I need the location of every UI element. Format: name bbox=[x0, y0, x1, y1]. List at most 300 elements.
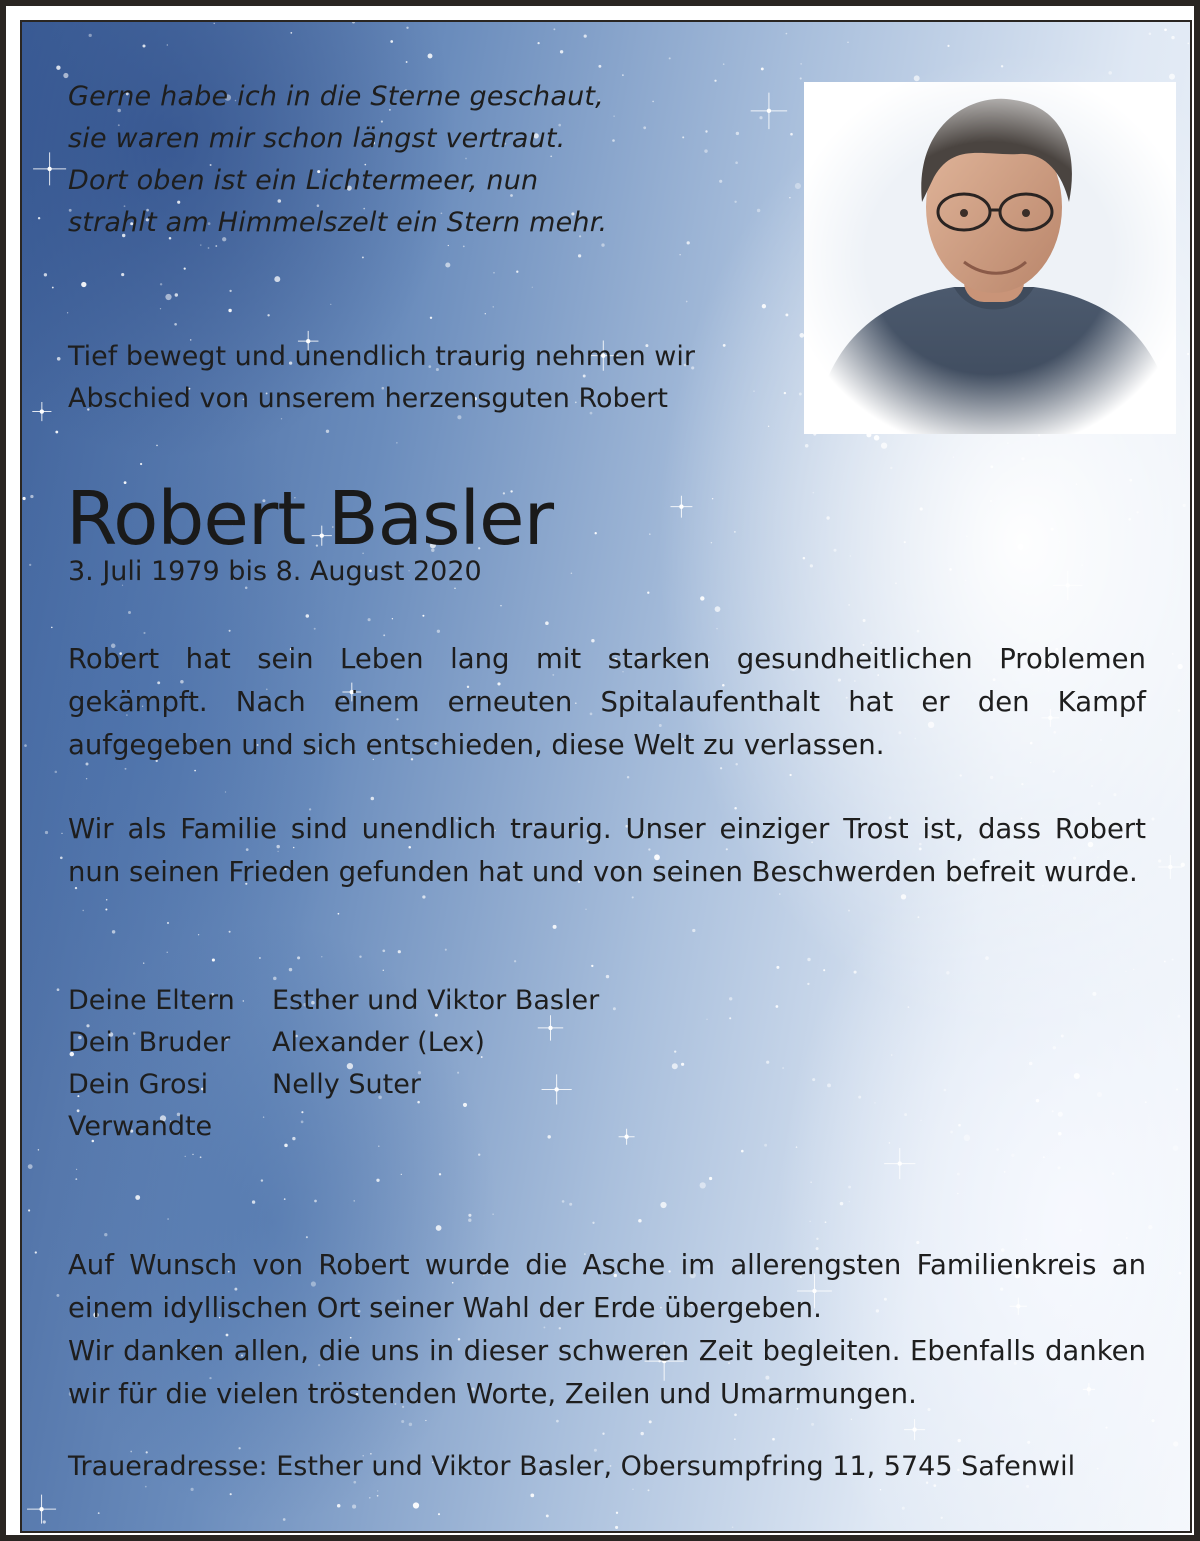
star-dot bbox=[390, 40, 393, 43]
star-dot bbox=[914, 75, 920, 81]
star-dot bbox=[946, 971, 949, 974]
star-dot bbox=[1029, 1062, 1033, 1066]
star-dot bbox=[38, 1149, 39, 1150]
star-dot bbox=[800, 63, 801, 64]
star-dot bbox=[283, 1518, 286, 1521]
star-dot bbox=[1004, 1171, 1006, 1173]
star-dot bbox=[530, 1494, 534, 1498]
star-dot bbox=[284, 1198, 286, 1200]
star-dot bbox=[425, 1420, 426, 1421]
poem bbox=[68, 76, 788, 244]
star-dot bbox=[56, 1294, 59, 1297]
star-dot bbox=[1126, 1237, 1128, 1239]
star-dot bbox=[891, 1054, 893, 1056]
star-dot bbox=[537, 42, 539, 44]
star-dot bbox=[261, 1179, 263, 1181]
star-dot bbox=[1011, 1154, 1014, 1157]
star-dot bbox=[371, 797, 375, 801]
star-dot bbox=[545, 621, 549, 625]
star-dot bbox=[200, 1156, 202, 1158]
star-dot bbox=[57, 988, 60, 991]
star-dot bbox=[847, 42, 849, 44]
star-dot bbox=[672, 1063, 678, 1069]
star-dot bbox=[1058, 1132, 1062, 1136]
star-dot bbox=[632, 896, 634, 898]
star-dot bbox=[640, 1432, 643, 1435]
star-dot bbox=[514, 960, 516, 962]
star-dot bbox=[679, 254, 680, 255]
star-dot bbox=[409, 1423, 412, 1426]
star-dot bbox=[834, 549, 837, 552]
star-dot bbox=[606, 975, 609, 978]
star-dot bbox=[55, 431, 58, 434]
star-dot bbox=[406, 27, 408, 29]
intro-text bbox=[68, 336, 828, 420]
star-dot bbox=[790, 133, 793, 136]
star-dot bbox=[1152, 1419, 1155, 1422]
star-dot bbox=[445, 262, 450, 267]
star-dot bbox=[1079, 1229, 1081, 1231]
star-dot bbox=[1178, 709, 1181, 712]
star-sparkle bbox=[619, 1129, 635, 1145]
star-dot bbox=[401, 1420, 404, 1423]
star-dot bbox=[1148, 1225, 1152, 1229]
star-dot bbox=[1053, 1046, 1056, 1049]
star-dot bbox=[82, 910, 83, 911]
star-dot bbox=[28, 1209, 30, 1211]
star-dot bbox=[990, 776, 993, 779]
star-dot bbox=[904, 541, 906, 543]
star-dot bbox=[1058, 1112, 1063, 1117]
star-dot bbox=[214, 23, 215, 24]
star-dot bbox=[368, 618, 371, 621]
star-dot bbox=[957, 1173, 960, 1176]
star-dot bbox=[807, 958, 810, 961]
star-dot bbox=[52, 287, 54, 289]
star-dot bbox=[377, 1495, 379, 1497]
star-dot bbox=[1050, 527, 1053, 530]
star-dot bbox=[889, 1142, 891, 1144]
star-dot bbox=[805, 444, 809, 448]
star-dot bbox=[140, 463, 142, 465]
star-dot bbox=[352, 1505, 356, 1509]
star-dot bbox=[715, 606, 721, 612]
star-dot bbox=[430, 317, 432, 319]
star-dot bbox=[700, 596, 704, 600]
paragraph-family-grief: Wir als Familie sind unendlich traurig. Unser einziger Trost ist, dass Robert nun seinen Frieden gefunden hat und von seinen Beschwerden befreit wurde. bbox=[68, 813, 1146, 888]
star-dot bbox=[143, 632, 145, 634]
poem-line: Gerne habe ich in die Sterne geschaut, bbox=[68, 81, 604, 112]
star-dot bbox=[81, 282, 86, 287]
star-dot bbox=[768, 426, 769, 427]
star-dot bbox=[584, 35, 587, 38]
star-dot bbox=[647, 592, 649, 594]
star-dot bbox=[711, 542, 712, 543]
star-dot bbox=[813, 492, 815, 494]
star-dot bbox=[556, 1420, 559, 1423]
star-dot bbox=[810, 564, 813, 567]
star-dot bbox=[1145, 1101, 1147, 1103]
star-dot bbox=[1172, 653, 1174, 655]
star-dot bbox=[1125, 971, 1126, 972]
star-dot bbox=[569, 1203, 572, 1206]
star-sparkle bbox=[33, 152, 66, 185]
star-dot bbox=[613, 1007, 616, 1010]
star-dot bbox=[795, 183, 801, 189]
star-dot bbox=[86, 778, 87, 779]
star-dot bbox=[1173, 1441, 1178, 1446]
star-dot bbox=[198, 934, 199, 935]
star-dot bbox=[848, 910, 850, 912]
star-dot bbox=[121, 273, 124, 276]
star-dot bbox=[571, 573, 573, 575]
star-dot bbox=[128, 611, 131, 614]
star-dot bbox=[445, 949, 447, 951]
star-dot bbox=[1105, 1427, 1107, 1429]
star-dot bbox=[854, 971, 857, 974]
star-dot bbox=[851, 1419, 852, 1420]
star-dot bbox=[297, 956, 300, 959]
star-dot bbox=[863, 619, 866, 622]
star-dot bbox=[104, 1233, 107, 1236]
star-dot bbox=[468, 1214, 471, 1217]
star-dot bbox=[1133, 969, 1134, 970]
mourning-address: Traueradresse: Esther und Viktor Basler, Obersumpfring 11, 5745 Safenwil bbox=[68, 1451, 1076, 1482]
star-dot bbox=[917, 916, 919, 918]
mourner-row bbox=[68, 1106, 599, 1148]
star-dot bbox=[167, 952, 168, 953]
star-dot bbox=[812, 1078, 815, 1081]
star-dot bbox=[1081, 565, 1082, 566]
star-dot bbox=[1112, 1172, 1115, 1175]
star-dot bbox=[1074, 1073, 1080, 1079]
star-dot bbox=[362, 256, 364, 258]
star-dot bbox=[941, 1517, 943, 1519]
star-dot bbox=[112, 930, 115, 933]
star-dot bbox=[1151, 817, 1154, 820]
star-dot bbox=[1091, 785, 1093, 787]
star-dot bbox=[369, 1497, 371, 1499]
star-dot bbox=[1177, 1015, 1180, 1018]
star-dot bbox=[1158, 859, 1161, 862]
star-dot bbox=[1057, 1166, 1060, 1169]
star-dot bbox=[1059, 541, 1061, 543]
star-dot bbox=[785, 313, 788, 316]
star-dot bbox=[422, 615, 424, 617]
star-dot bbox=[686, 301, 688, 303]
star-dot bbox=[920, 507, 923, 510]
star-dot bbox=[920, 1120, 921, 1121]
intro-line: Tief bewegt und unendlich traurig nehmen wir bbox=[68, 341, 695, 372]
star-dot bbox=[321, 956, 322, 957]
star-dot bbox=[76, 1169, 77, 1170]
star-dot bbox=[811, 1423, 814, 1426]
mourner-names: Esther und Viktor Basler bbox=[272, 985, 600, 1016]
star-dot bbox=[858, 1096, 861, 1099]
star-dot bbox=[252, 1200, 255, 1203]
mourner-role: Dein Bruder bbox=[68, 1027, 231, 1058]
star-dot bbox=[660, 1202, 666, 1208]
star-dot bbox=[1043, 1156, 1045, 1158]
star-dot bbox=[1126, 1233, 1127, 1234]
star-dot bbox=[438, 1513, 440, 1515]
star-dot bbox=[422, 895, 425, 898]
star-dot bbox=[1176, 1088, 1178, 1090]
star-dot bbox=[30, 495, 33, 498]
star-dot bbox=[1181, 863, 1185, 867]
star-dot bbox=[1061, 1035, 1064, 1038]
star-dot bbox=[396, 442, 397, 443]
star-dot bbox=[376, 1179, 379, 1182]
star-dot bbox=[904, 1113, 907, 1116]
star-dot bbox=[89, 34, 92, 37]
star-dot bbox=[809, 1221, 810, 1222]
star-dot bbox=[732, 1526, 734, 1528]
star-dot bbox=[383, 970, 384, 971]
mourner-row bbox=[68, 980, 599, 1022]
star-dot bbox=[648, 1489, 650, 1491]
star-dot bbox=[1173, 1145, 1179, 1151]
star-dot bbox=[947, 45, 949, 47]
star-dot bbox=[734, 1438, 736, 1440]
star-dot bbox=[230, 1493, 232, 1495]
star-sparkle bbox=[884, 1148, 915, 1179]
star-dot bbox=[901, 894, 906, 899]
star-dot bbox=[174, 323, 177, 326]
star-dot bbox=[789, 774, 791, 776]
star-sparkle bbox=[670, 496, 692, 518]
star-dot bbox=[850, 555, 851, 556]
mourner-row bbox=[68, 1064, 599, 1106]
star-dot bbox=[917, 630, 920, 633]
star-dot bbox=[229, 630, 231, 632]
star-dot bbox=[803, 557, 806, 560]
star-dot bbox=[709, 1177, 712, 1180]
star-dot bbox=[716, 628, 718, 630]
star-dot bbox=[874, 435, 880, 441]
star-dot bbox=[1169, 74, 1175, 80]
star-dot bbox=[1052, 1110, 1054, 1112]
mourner-names: Nelly Suter bbox=[272, 1069, 421, 1100]
star-dot bbox=[560, 50, 563, 53]
star-dot bbox=[267, 314, 269, 316]
star-dot bbox=[1076, 483, 1077, 484]
star-dot bbox=[764, 1144, 767, 1147]
star-dot bbox=[598, 65, 601, 68]
star-dot bbox=[734, 531, 736, 533]
star-dot bbox=[56, 66, 60, 70]
star-dot bbox=[167, 44, 168, 45]
star-dot bbox=[215, 245, 217, 247]
star-dot bbox=[944, 1089, 947, 1092]
star-dot bbox=[274, 276, 280, 282]
star-dot bbox=[578, 254, 581, 257]
star-dot bbox=[595, 532, 597, 534]
portrait-photo bbox=[804, 82, 1176, 434]
star-dot bbox=[1097, 1092, 1102, 1097]
star-dot bbox=[1036, 1099, 1039, 1102]
star-dot bbox=[228, 309, 231, 312]
star-dot bbox=[1177, 664, 1182, 669]
star-dot bbox=[67, 312, 68, 313]
star-dot bbox=[382, 949, 385, 952]
star-dot bbox=[306, 614, 309, 617]
star-dot bbox=[359, 956, 361, 958]
star-dot bbox=[723, 63, 725, 65]
star-dot bbox=[1113, 793, 1116, 796]
star-dot bbox=[1183, 504, 1186, 507]
star-dot bbox=[1027, 1441, 1030, 1444]
star-dot bbox=[1187, 43, 1189, 45]
star-dot bbox=[1038, 434, 1040, 436]
star-dot bbox=[881, 442, 887, 448]
star-dot bbox=[720, 767, 722, 769]
star-dot bbox=[500, 605, 501, 606]
star-dot bbox=[789, 197, 790, 198]
star-dot bbox=[1164, 961, 1166, 963]
poem-line: strahlt am Himmelszelt ein Stern mehr. bbox=[68, 207, 608, 238]
life-dates: 3. Juli 1979 bis 8. August 2020 bbox=[68, 556, 482, 587]
star-dot bbox=[35, 1251, 37, 1253]
star-dot bbox=[463, 246, 465, 248]
star-dot bbox=[848, 604, 850, 606]
star-dot bbox=[960, 774, 962, 776]
star-sparkle bbox=[904, 1419, 925, 1440]
star-dot bbox=[229, 931, 231, 933]
star-dot bbox=[602, 1433, 604, 1435]
star-dot bbox=[827, 1083, 831, 1087]
star-dot bbox=[142, 44, 145, 47]
star-dot bbox=[965, 580, 966, 581]
star-dot bbox=[398, 950, 401, 953]
star-dot bbox=[191, 1488, 194, 1491]
star-dot bbox=[485, 313, 486, 314]
star-dot bbox=[1179, 1272, 1182, 1275]
star-dot bbox=[1108, 71, 1112, 75]
mourner-role: Verwandte bbox=[68, 1111, 213, 1142]
star-dot bbox=[43, 1520, 46, 1523]
star-dot bbox=[706, 1019, 707, 1020]
star-dot bbox=[1098, 802, 1101, 805]
star-dot bbox=[229, 290, 231, 292]
star-dot bbox=[437, 630, 440, 633]
star-dot bbox=[1149, 32, 1152, 35]
star-dot bbox=[1136, 511, 1138, 513]
star-dot bbox=[649, 1420, 652, 1423]
star-dot bbox=[306, 1236, 308, 1238]
star-dot bbox=[156, 445, 158, 447]
star-dot bbox=[185, 1156, 186, 1157]
star-sparkle bbox=[1158, 855, 1182, 879]
star-dot bbox=[314, 628, 316, 630]
star-dot bbox=[165, 294, 171, 300]
star-dot bbox=[562, 1200, 565, 1203]
star-dot bbox=[966, 536, 967, 537]
star-dot bbox=[212, 958, 215, 961]
star-dot bbox=[383, 634, 385, 636]
star-dot bbox=[24, 744, 27, 747]
star-dot bbox=[772, 1438, 775, 1441]
star-dot bbox=[729, 1017, 731, 1019]
intro-line: Abschied von unserem herzensguten Robert bbox=[68, 383, 668, 414]
obituary-notice bbox=[20, 20, 1192, 1533]
star-dot bbox=[51, 627, 53, 629]
star-dot bbox=[712, 498, 713, 499]
star-dot bbox=[692, 929, 695, 932]
star-dot bbox=[45, 831, 48, 834]
star-dot bbox=[135, 1195, 140, 1200]
star-dot bbox=[895, 582, 897, 584]
star-dot bbox=[330, 304, 331, 305]
star-dot bbox=[761, 67, 764, 70]
star-dot bbox=[354, 1200, 355, 1201]
star-dot bbox=[964, 1135, 970, 1141]
star-dot bbox=[516, 271, 518, 273]
star-dot bbox=[958, 1124, 961, 1127]
star-dot bbox=[160, 283, 162, 285]
star-dot bbox=[553, 28, 555, 30]
star-dot bbox=[493, 306, 494, 307]
star-dot bbox=[902, 1507, 905, 1510]
star-dot bbox=[352, 22, 355, 23]
star-dot bbox=[167, 1218, 169, 1220]
star-dot bbox=[1021, 783, 1023, 785]
star-dot bbox=[125, 768, 127, 770]
star-dot bbox=[105, 908, 107, 910]
star-dot bbox=[950, 1131, 953, 1134]
star-dot bbox=[478, 1154, 480, 1156]
star-dot bbox=[377, 1490, 378, 1491]
star-dot bbox=[849, 1201, 850, 1202]
star-dot bbox=[848, 1186, 851, 1189]
star-dot bbox=[700, 1182, 706, 1188]
star-dot bbox=[60, 856, 63, 859]
star-dot bbox=[880, 1489, 881, 1490]
star-dot bbox=[401, 1174, 402, 1175]
mourners-list bbox=[68, 980, 599, 1148]
star-dot bbox=[338, 913, 340, 915]
star-dot bbox=[392, 618, 393, 619]
star-dot bbox=[225, 791, 226, 792]
star-dot bbox=[29, 564, 31, 566]
star-dot bbox=[1021, 457, 1024, 460]
star-sparkle bbox=[1053, 571, 1082, 600]
star-dot bbox=[807, 983, 809, 985]
star-dot bbox=[786, 33, 788, 35]
star-sparkle bbox=[32, 402, 51, 421]
star-dot bbox=[314, 1200, 317, 1203]
star-sparkle bbox=[27, 1495, 56, 1524]
star-dot bbox=[75, 1178, 77, 1180]
star-dot bbox=[436, 1225, 442, 1231]
star-dot bbox=[990, 500, 992, 502]
star-dot bbox=[627, 776, 629, 778]
star-dot bbox=[681, 1063, 684, 1066]
star-dot bbox=[615, 1526, 618, 1529]
star-dot bbox=[800, 77, 802, 79]
star-dot bbox=[259, 957, 261, 959]
star-dot bbox=[546, 1514, 549, 1517]
star-dot bbox=[492, 1214, 493, 1215]
star-dot bbox=[632, 1489, 633, 1490]
star-dot bbox=[810, 1181, 811, 1182]
star-dot bbox=[874, 1102, 875, 1103]
star-dot bbox=[448, 245, 449, 246]
star-dot bbox=[591, 965, 593, 967]
star-dot bbox=[669, 57, 671, 59]
mourner-row bbox=[68, 1022, 599, 1064]
star-dot bbox=[1092, 992, 1096, 996]
